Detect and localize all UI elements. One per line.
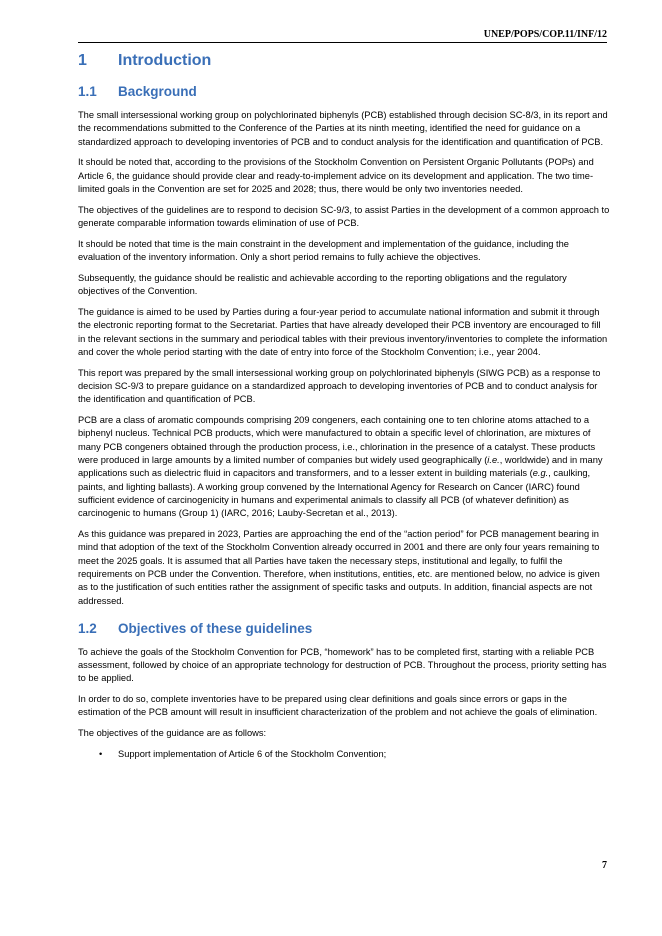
section-1-2-title: Objectives of these guidelines — [118, 620, 313, 636]
section-1-number: 1 — [78, 52, 87, 69]
objectives-list — [78, 748, 610, 761]
section-1-2-number: 1.2 — [78, 620, 97, 636]
bullet-icon: • — [99, 749, 103, 760]
paragraph: In order to do so, complete inventories have to be prepared using clear definitions and goals since errors or gaps in the estimation of the PCB amount will result in insufficient characterization of the problem and not achieve the goals of elimination. — [78, 694, 598, 718]
page-content — [78, 51, 610, 761]
paragraph: The objectives of the guidance are as follows: — [78, 728, 267, 739]
document-reference: UNEP/POPS/COP.11/INF/12 — [483, 29, 607, 40]
section-1-1-number: 1.1 — [78, 84, 97, 99]
header-rule — [78, 42, 607, 43]
section-1-2-heading — [78, 620, 610, 637]
paragraph: As this guidance was prepared in 2023, Parties are approaching the end of the “action period” for PCB management bearing in mind that adoption of the text of the Stockholm Convention already occurred in 2001 and there are only four years remaining to meet the 2025 goals. It is assumed that all Parties have taken the necessary steps, institutional and legally, to fulfil the requirements on PCB under the Convention. Therefore, when institutions, entities, etc. are mentioned below, no advice is given as to the justification of such entities rather the assignment of specific tasks and outputs. In addition, financial aspects are not addressed. — [78, 529, 600, 606]
list-item — [78, 748, 610, 761]
list-item-text: Support implementation of Article 6 of the Stockholm Convention; — [118, 749, 387, 760]
page-number: 7 — [602, 860, 607, 871]
section-1-title: Introduction — [118, 52, 212, 69]
paragraph: This report was prepared by the small intersessional working group on polychlorinated biphenyls (SIWG PCB) as a response to decision SC-9/3 to prepare guidance on a standardized approach to developing inventories of PCB and to conduct analysis for the identification and quantification of PCB. — [78, 367, 601, 405]
section-1-heading — [78, 51, 610, 71]
paragraph: The guidance is aimed to be used by Parties during a four-year period to accumulate national information and submit it through the electronic reporting format to the Secretariat. Parties that have already developed their PCB inventory are encouraged to fill in the relevant sections in the summary and periodical tables with their previous inventory/inventories to complete the information and cover the whole period starting with the date of entry into force of the Stockholm Convention; i.e., year 2004. — [78, 307, 608, 357]
paragraph: To achieve the goals of the Stockholm Convention for PCB, “homework” has to be completed first, starting with a reliable PCB assessment, followed by choice of an appropriate technology for destruction of PCB. Throughout the process, priority setting has to be applied. — [78, 646, 607, 684]
paragraph: The small intersessional working group on polychlorinated biphenyls (PCB) established through decision SC-8/3, in its report and the recommendations submitted to the Conference of the Parties at its ninth meeting, identified the need for guidance on a standardized approach to developing inventories of PCB and to conduct analysis for the identification and quantification of PCB. — [78, 110, 608, 147]
paragraph: Subsequently, the guidance should be realistic and achievable according to the reporting obligations and the regulatory objectives of the Convention. — [78, 272, 567, 297]
paragraph: It should be noted that, according to the provisions of the Stockholm Convention on Persistent Organic Pollutants (POPs) and Article 6, the guidance should provide clear and ready-to-implement advice on its development and application. The two time-limited goals in the Convention are set for 2025 and 2028; thus, there would be only two inventories needed. — [78, 157, 594, 194]
paragraph: It should be noted that time is the main constraint in the development and implementation of the guidance, including the evaluation of the inventory information. Only a short period remains to fully achieve the objectives. — [78, 238, 569, 263]
section-1-1-heading — [78, 83, 610, 100]
section-1-1-title: Background — [118, 84, 197, 99]
paragraph: The objectives of the guidelines are to respond to decision SC-9/3, to assist Parties in the development of a common approach to generate comparable information towards elimination of use of PCB. — [78, 204, 610, 229]
pcb-paragraph: PCB are a class of aromatic compounds comprising 209 congeners, each containing one to ten chlorine atoms attached to a biphenyl nucleus. Technical PCB products, which were manufactured to obtain a specific level of chlorination, are mixtures of many PCB congeners obtained through the production process, i.e., chlorination in the presence of a catalyst. These products were produced in large amounts by a limited number of companies but widely used geographically (i.e., worldwide) and in many applications such as dielectric fluid in capacitors and transformers, and to a lesser extent in building materials (e.g., caulking, paints, and lighting ballasts). A working group convened by the International Agency for Research on Cancer (IARC) found sufficient evidence of carcinogenicity in humans and experimental animals to classify all PCB (of whatever definition) as carcinogenic to humans (Group 1) (IARC, 2016; Lauby-Secretan et al., 2013). — [78, 415, 603, 519]
